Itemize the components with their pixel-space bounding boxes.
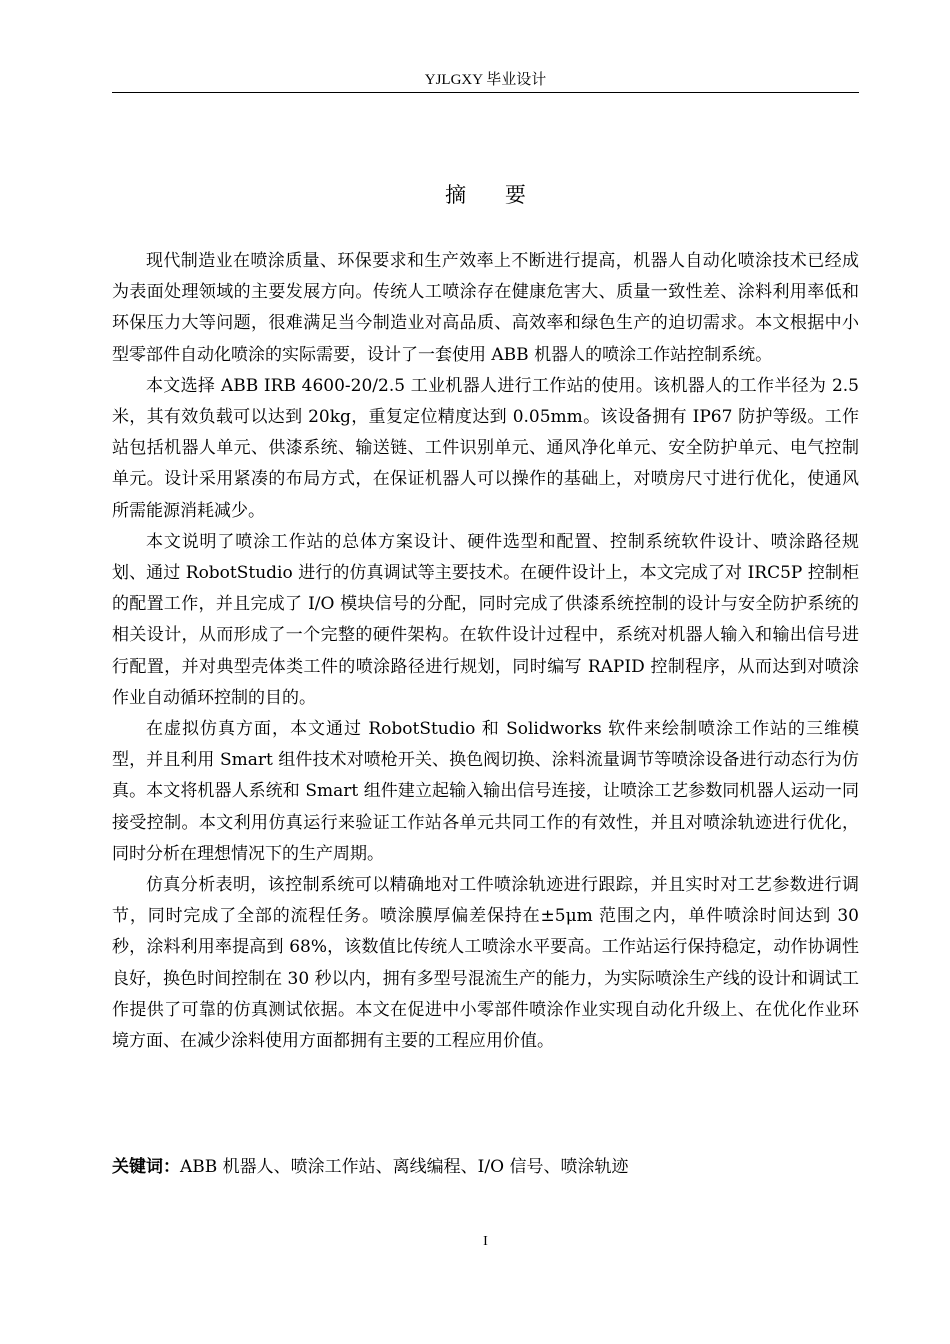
- abstract-paragraph: 在虚拟仿真方面，本文通过 RobotStudio 和 Solidworks 软件来绘制喷涂工作站的三维模型，并且利用 Smart 组件技术对喷枪开关、换色阀切换、涂料流量调节等喷涂设备进行动态行为仿真。本文将机器人系统和 Smart 组件建立起输入输出信号连接，让喷涂工艺参数同机器人运动一同接受控制。本文利用仿真运行来验证工作站各单元共同工作的有效性，并且对喷涂轨迹进行优化，同时分析在理想情况下的生产周期。: [112, 719, 859, 864]
- abstract-paragraph: 本文选择 ABB IRB 4600-20/2.5 工业机器人进行工作站的使用。该机器人的工作半径为 2.5 米，其有效负载可以达到 20kg，重复定位精度达到 0.05mm。该设备拥有 IP67 防护等级。工作站包括机器人单元、供漆系统、输送链、工件识别单元、通风净化单元、安全防护单元、电气控制单元。设计采用紧凑的布局方式，在保证机器人可以操作的基础上，对喷房尺寸进行优化，使通风所需能源消耗减少。: [112, 375, 859, 521]
- keywords-label: 关键词：: [112, 1157, 180, 1177]
- header-rule: [112, 92, 859, 93]
- keywords-text: ABB 机器人、喷涂工作站、离线编程、I/O 信号、喷涂轨迹: [180, 1157, 629, 1177]
- abstract-paragraph: 本文说明了喷涂工作站的总体方案设计、硬件选型和配置、控制系统软件设计、喷涂路径规划、通过 RobotStudio 进行的仿真调试等主要技术。在硬件设计上，本文完成了对 IRC5P 控制柜的配置工作，并且完成了 I/O 模块信号的分配，同时完成了供漆系统控制的设计与安全防护系统的相关设计，从而形成了一个完整的硬件架构。在软件设计过程中，系统对机器人输入和输出信号进行配置，并对典型壳体类工件的喷涂路径进行规划，同时编写 RAPID 控制程序，从而达到对喷涂作业自动循环控制的目的。: [112, 531, 859, 708]
- abstract-paragraph: 现代制造业在喷涂质量、环保要求和生产效率上不断进行提高，机器人自动化喷涂技术已经成为表面处理领域的主要发展方向。传统人工喷涂存在健康危害大、质量一致性差、涂料利用率低和环保压力大等问题，很难满足当今制造业对高品质、高效率和绿色生产的迫切需求。本文根据中小型零部件自动化喷涂的实际需要，设计了一套使用 ABB 机器人的喷涂工作站控制系统。: [112, 251, 859, 365]
- abstract-title: 摘 要: [445, 183, 542, 207]
- page-number: I: [483, 1234, 488, 1249]
- keywords-line: [112, 1152, 859, 1183]
- abstract-body: [112, 246, 859, 1057]
- abstract-paragraph: 仿真分析表明，该控制系统可以精确地对工件喷涂轨迹进行跟踪，并且实时对工艺参数进行调节，同时完成了全部的流程任务。喷涂膜厚偏差保持在±5μm 范围之内，单件喷涂时间达到 30 秒，涂料利用率提高到 68%，该数值比传统人工喷涂水平要高。工作站运行保持稳定，动作协调性良好，换色时间控制在 30 秒以内，拥有多型号混流生产的能力，为实际喷涂生产线的设计和调试工作提供了可靠的仿真测试依据。本文在促进中小零部件喷涂作业实现自动化升级上、在优化作业环境方面、在减少涂料使用方面都拥有主要的工程应用价值。: [112, 875, 859, 1052]
- page-header: YJLGXY 毕业设计: [424, 72, 547, 88]
